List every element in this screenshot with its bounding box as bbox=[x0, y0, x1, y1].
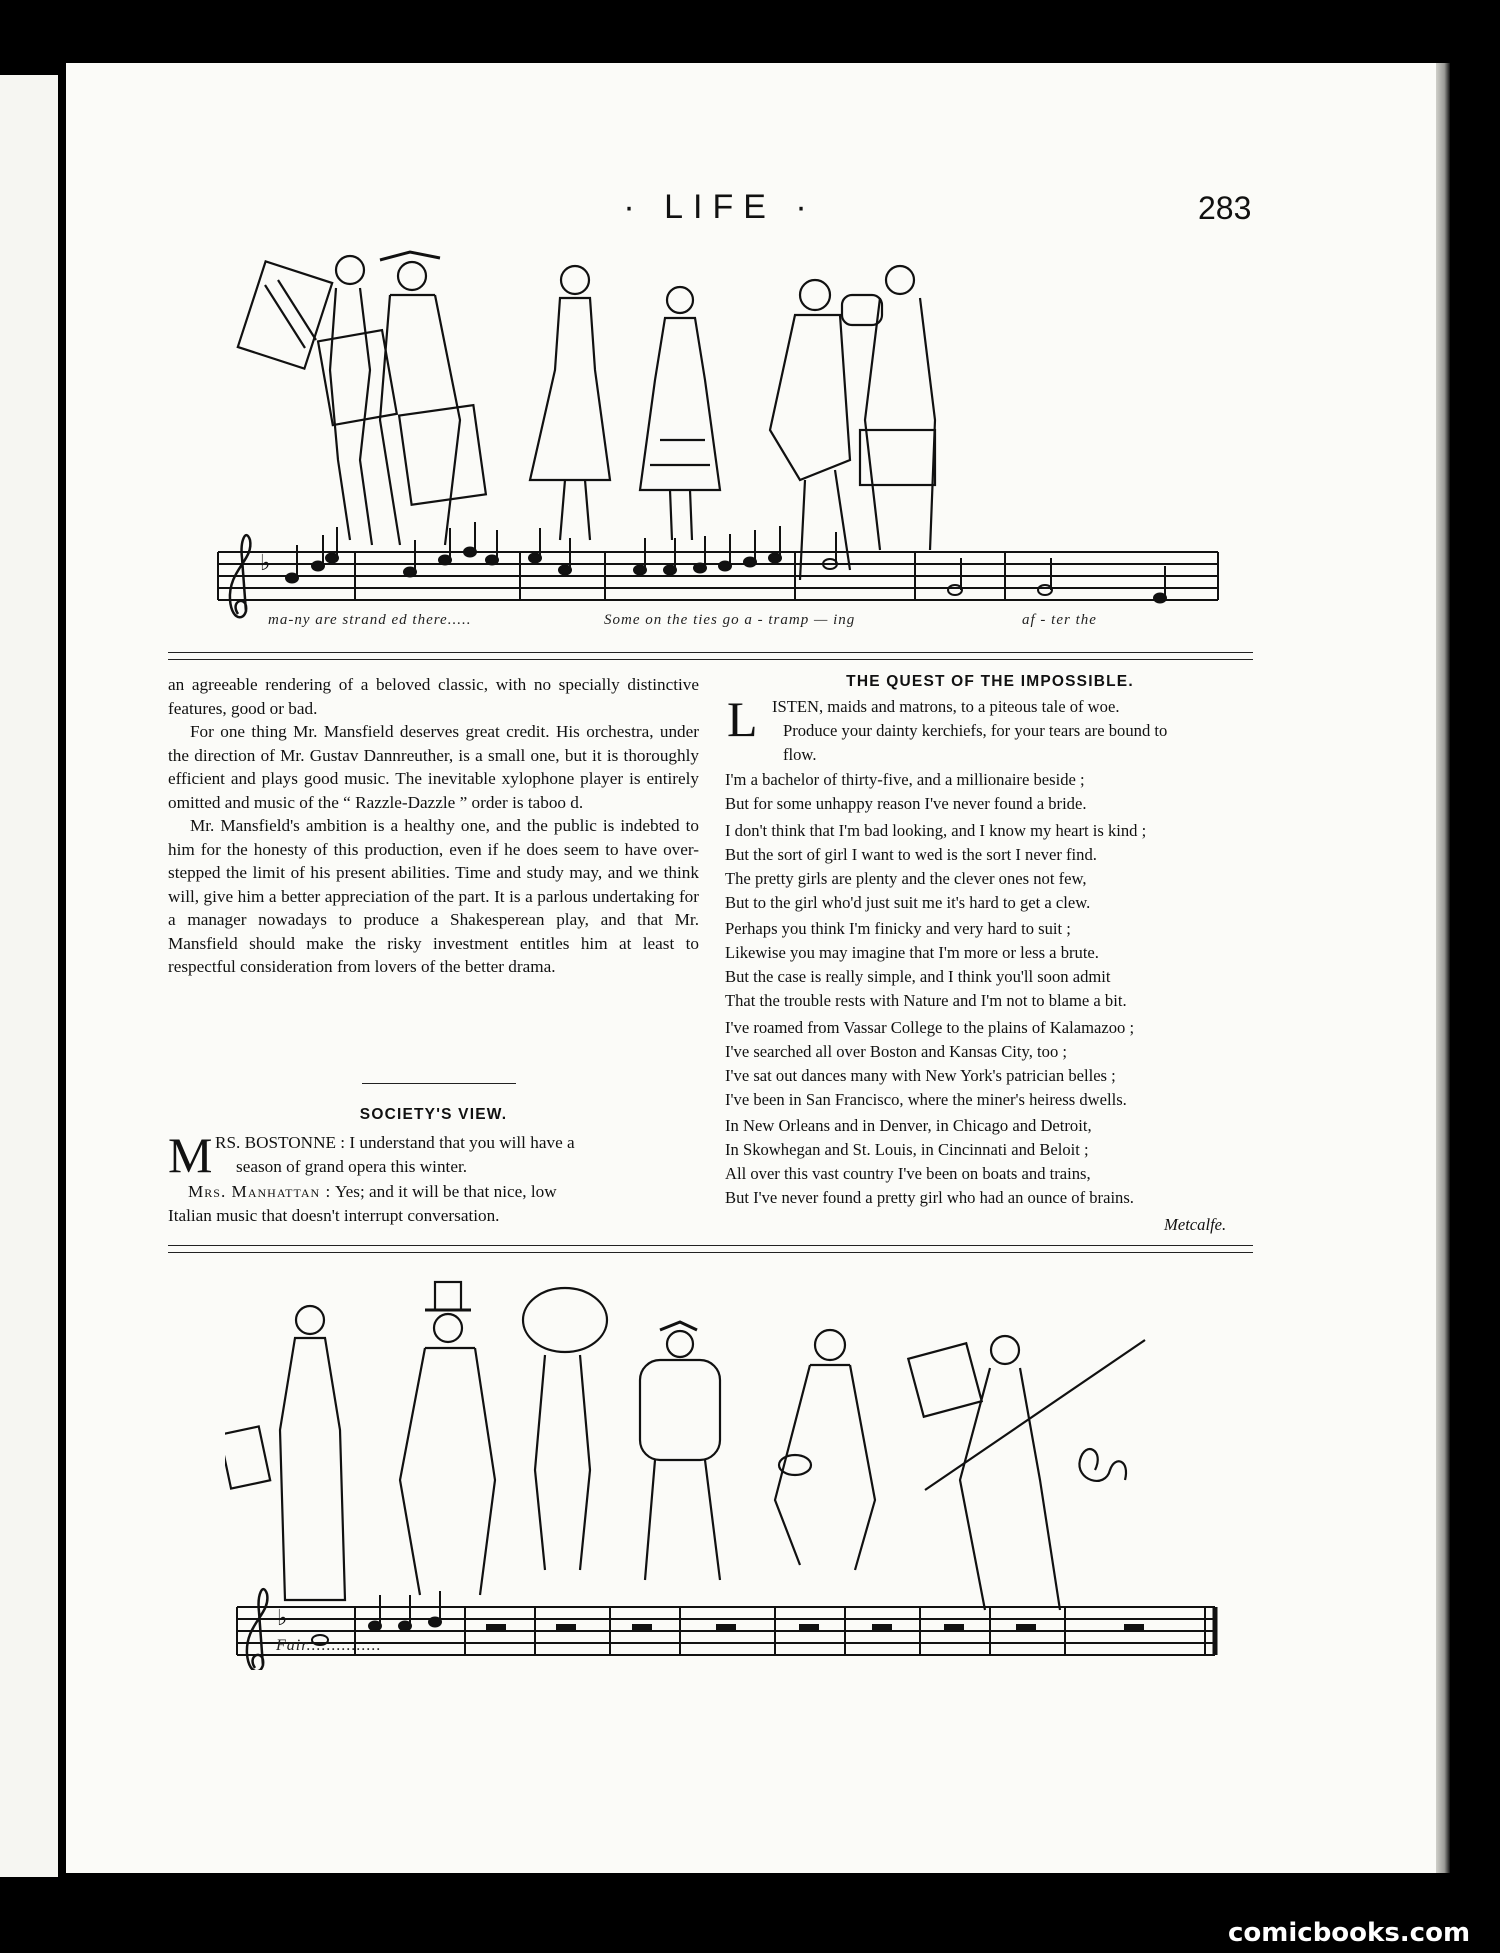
svg-text:♭: ♭ bbox=[277, 1606, 288, 1631]
society-line-1: RS. BOSTONNE : I understand that you will have a bbox=[215, 1133, 575, 1152]
poem-line: I've searched all over Boston and Kansas City, too ; bbox=[725, 1042, 1068, 1061]
poem-line: In New Orleans and in Denver, in Chicago and Detroit, bbox=[725, 1116, 1092, 1135]
poem-line: But to the girl who'd just suit me it's hard to get a clew. bbox=[725, 893, 1091, 912]
magazine-title: · LIFE · bbox=[623, 188, 817, 226]
poem-line: But the case is really simple, and I think you'll soon admit bbox=[725, 967, 1111, 986]
speaker-name: Mrs. Manhattan : bbox=[188, 1182, 332, 1201]
society-dropcap: M bbox=[168, 1127, 213, 1183]
divider-bottom bbox=[168, 1245, 1253, 1253]
top-lyric-2: Some on the ties go a - tramp — ing bbox=[604, 612, 856, 628]
poem-line: I've sat out dances many with New York's patrician belles ; bbox=[725, 1066, 1116, 1085]
poem-line: But I've never found a pretty girl who had an ounce of brains. bbox=[725, 1188, 1134, 1207]
poem-line: ISTEN, maids and matrons, to a piteous tale of woe. bbox=[772, 697, 1120, 716]
page-number: 283 bbox=[1198, 190, 1252, 226]
poem-line: But for some unhappy reason I've never found a bride. bbox=[725, 794, 1087, 813]
top-music-illustration bbox=[210, 240, 1230, 630]
poem-line: All over this vast country I've been on boats and trains, bbox=[725, 1164, 1091, 1183]
section-rule bbox=[362, 1083, 516, 1084]
poem-line: In Skowhegan and St. Louis, in Cincinnati and Beloit ; bbox=[725, 1140, 1089, 1159]
poem-line: I'm a bachelor of thirty-five, and a millionaire beside ; bbox=[725, 770, 1085, 789]
bottom-music-illustration bbox=[225, 1280, 1245, 1670]
page-thickness-edge bbox=[1436, 63, 1450, 1873]
paragraph-2: For one thing Mr. Mansfield deserves great credit. His orchestra, under the direction of Mr. Gustav Dannreuther, is a small one, but it is thoroughly efficient and plays good music. The inevitable xylophone player is entirely omitted and music of the “ Razzle-Dazzle ” order is taboo d. bbox=[168, 722, 699, 812]
poem-line: Produce your dainty kerchiefs, for your tears are bound to bbox=[783, 721, 1168, 740]
paragraph-1: an agreeable rendering of a beloved classic, with no specially distinctive features, good or bad. bbox=[168, 675, 699, 718]
paragraph-3: Mr. Mansfield's ambition is a healthy one, and the public is indebted to him for the honesty of this production, even if he does seem to have over-stepped the limit of his present abilities. Time and study may, and we think will, give him a better appreciation of the part. It is a parlous undertaking for a manager nowadays to produce a Shakesperean play, and that Mr. Mansfield should make the risky investment entitles him at least to respectful consideration from lovers of the better drama. bbox=[168, 816, 699, 976]
poem-line: I've been in San Francisco, where the miner's heiress dwells. bbox=[725, 1090, 1127, 1109]
article-left-column bbox=[168, 673, 699, 979]
society-line-4: Italian music that doesn't interrupt conversation. bbox=[168, 1206, 500, 1225]
poem-dropcap: L bbox=[727, 691, 758, 747]
society-view-heading: SOCIETY'S VIEW. bbox=[359, 1106, 508, 1123]
poem-line: Likewise you may imagine that I'm more or less a brute. bbox=[725, 943, 1099, 962]
poem-line: That the trouble rests with Nature and I'm not to blame a bit. bbox=[725, 991, 1127, 1010]
bottom-lyric: Fair............... bbox=[276, 1637, 382, 1654]
poem-line: flow. bbox=[783, 745, 817, 764]
society-line-2: season of grand opera this winter. bbox=[236, 1157, 468, 1176]
poem-line: But the sort of girl I want to wed is the sort I never find. bbox=[725, 845, 1097, 864]
poem-line: I've roamed from Vassar College to the plains of Kalamazoo ; bbox=[725, 1018, 1135, 1037]
watermark-text: comicbooks.com bbox=[1228, 1918, 1471, 1948]
poem-line: I don't think that I'm bad looking, and I know my heart is kind ; bbox=[725, 821, 1147, 840]
poem-line: Perhaps you think I'm finicky and very hard to suit ; bbox=[725, 919, 1071, 938]
divider-top bbox=[168, 652, 1253, 660]
society-line-3-text: Yes; and it will be that nice, low bbox=[331, 1182, 557, 1201]
poem-heading: THE QUEST OF THE IMPOSSIBLE. bbox=[846, 673, 1134, 690]
top-lyric-1: ma-ny are strand ed there..... bbox=[268, 612, 472, 628]
poem-line: The pretty girls are plenty and the clever ones not few, bbox=[725, 869, 1087, 888]
svg-text:♭: ♭ bbox=[260, 551, 271, 576]
society-line-3 bbox=[188, 1182, 557, 1202]
facing-page-edge bbox=[0, 75, 58, 1877]
poem-signature: Metcalfe. bbox=[1164, 1215, 1227, 1234]
top-lyric-3: af - ter the bbox=[1022, 612, 1097, 628]
